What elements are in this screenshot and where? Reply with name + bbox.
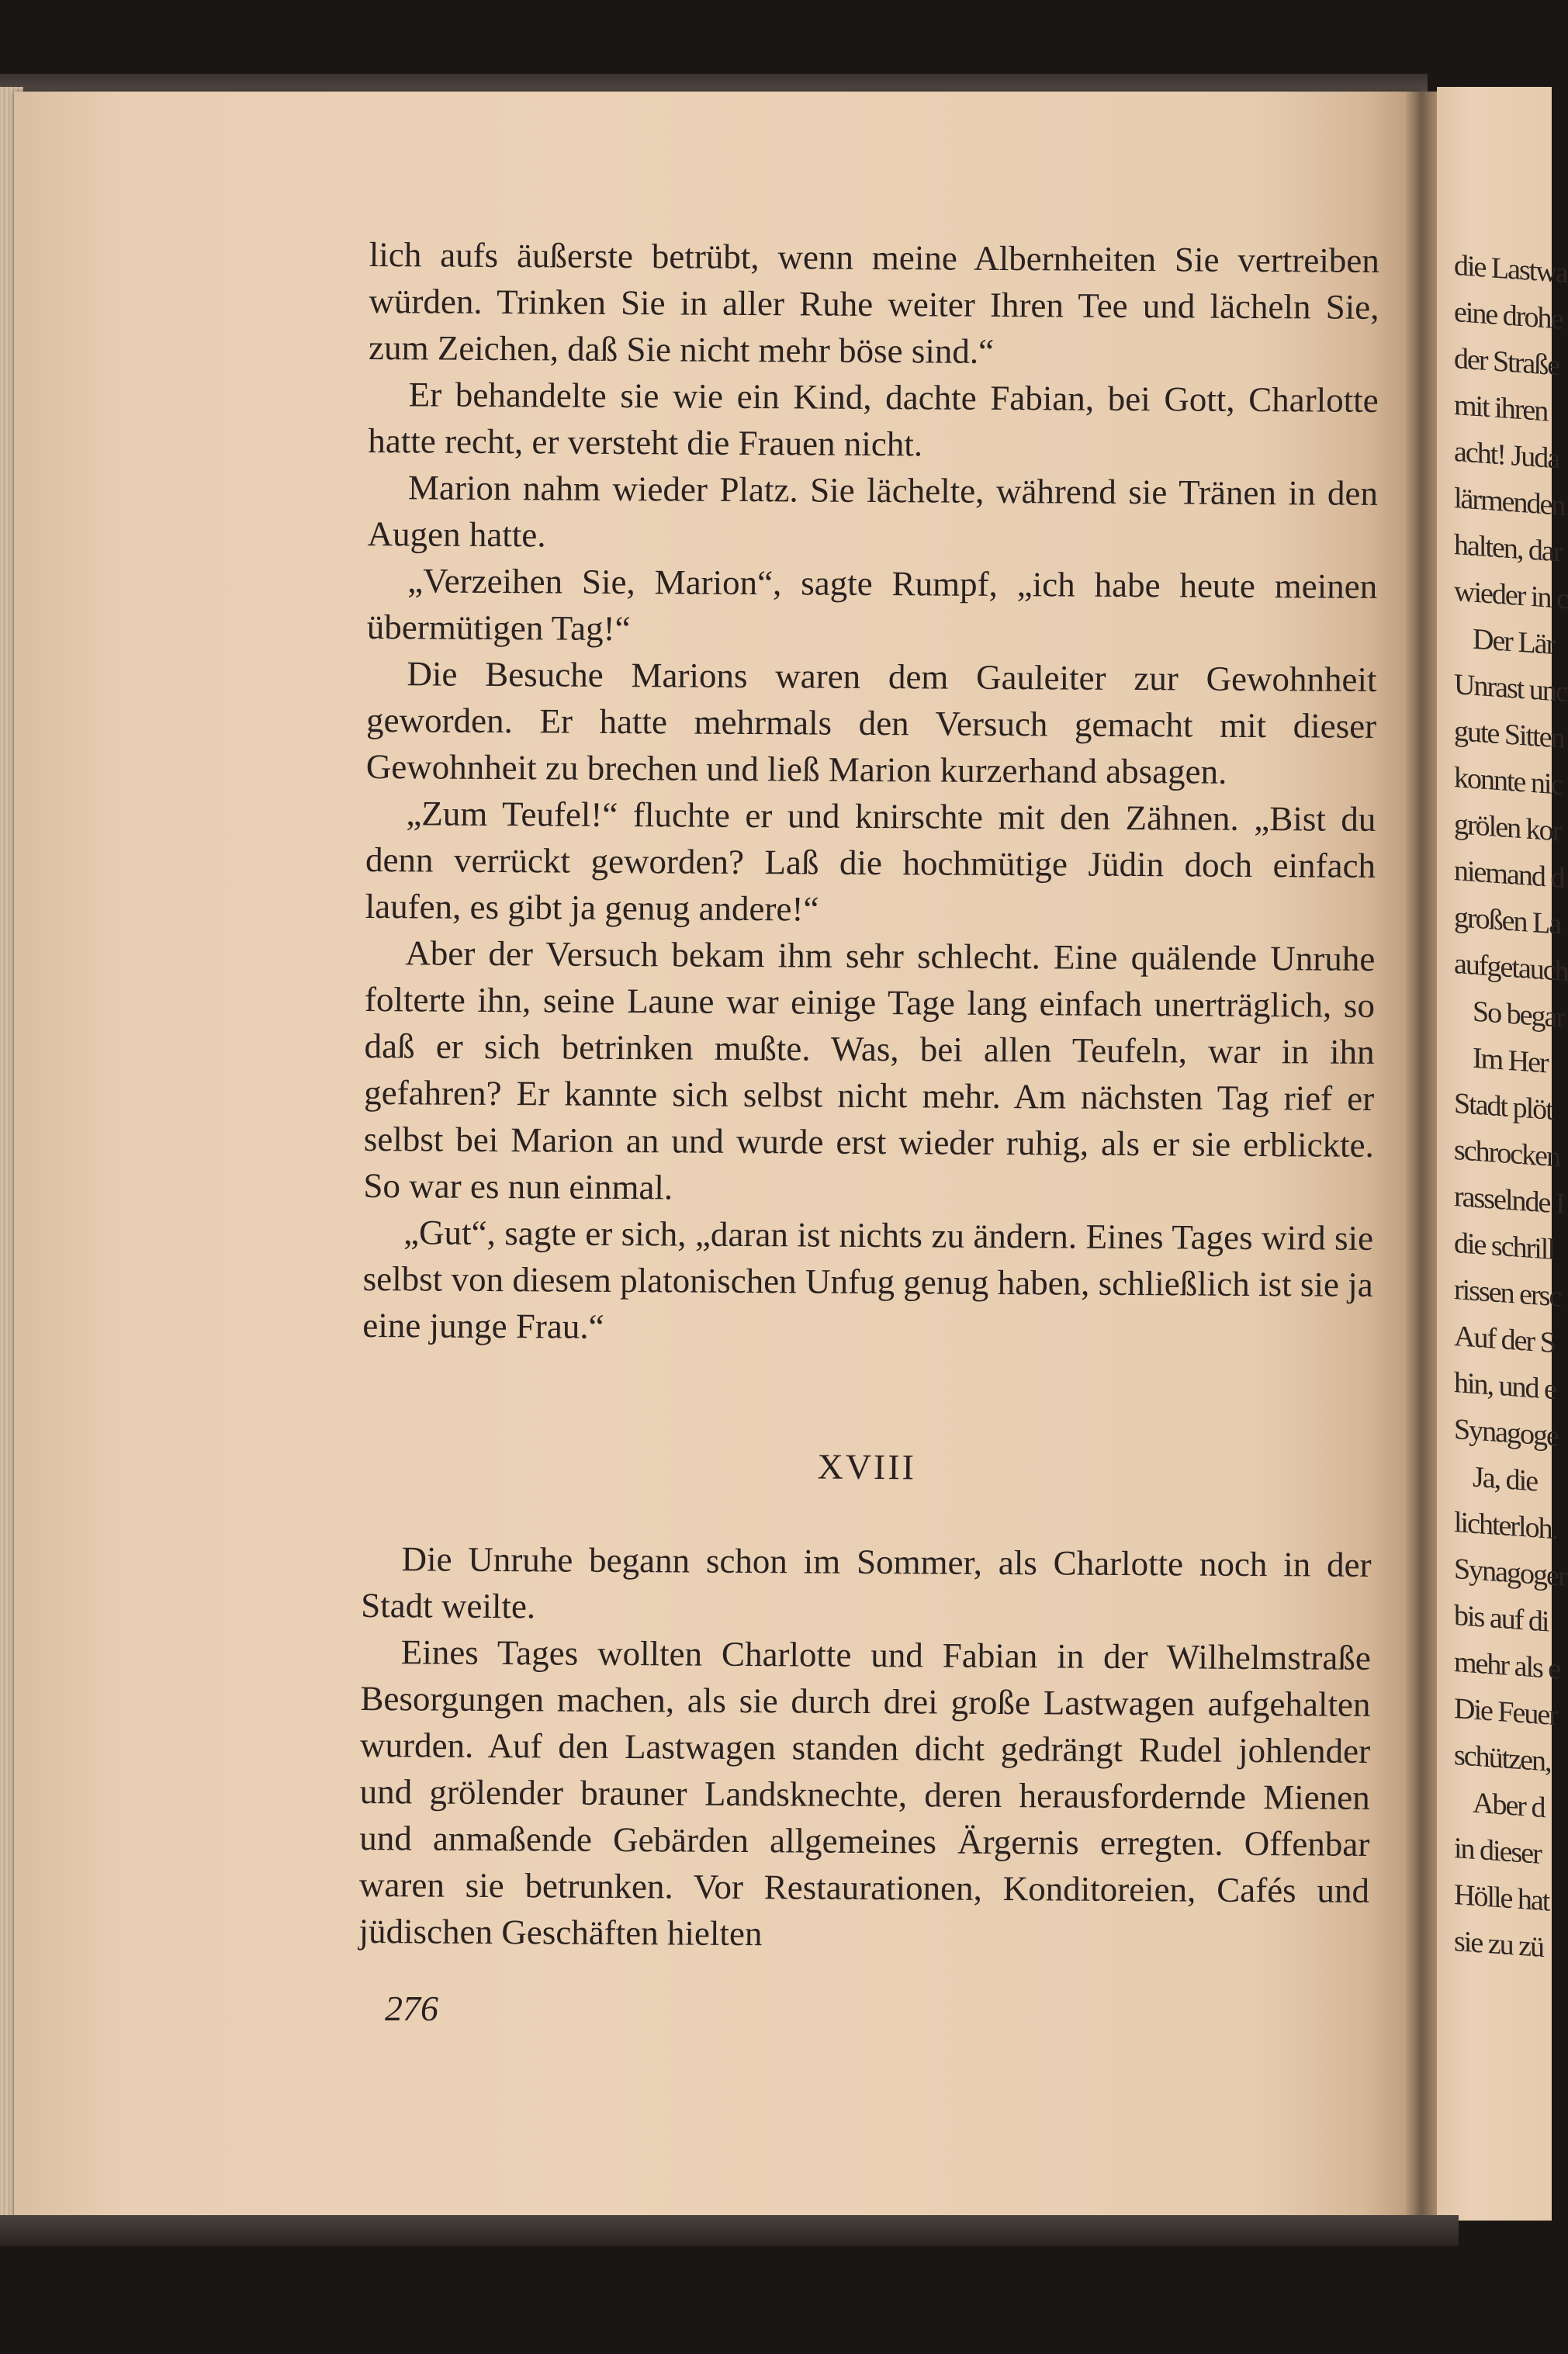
- page-body: [358, 231, 1379, 1961]
- paragraph: Eines Tages wollten Charlotte und Fabian in der Wilhelmstraße Besorgungen machen, als sie durch drei große Lastwagen aufgehalten wurden. Auf den Lastwagen standen dicht gedrängt Rudel johlender und grölender brauner Landsknechte, deren herausfordernde Mienen und anmaßende Gebärden allgemeines Ärgernis erregten. Offenbar waren sie betrunken. Vor Restaurationen, Konditoreien, Cafés und jüdischen Geschäften hielten: [358, 1632, 1371, 1954]
- facing-page-line: die Lastwa: [1454, 249, 1567, 290]
- facing-page-line: Hölle hat: [1454, 1878, 1549, 1918]
- facing-page-line: Stadt plöt: [1454, 1087, 1552, 1127]
- facing-page-line: schützen,: [1454, 1739, 1551, 1778]
- paragraph: lich aufs äußerste betrübt, wenn meine Albernheiten Sie vertreiben würden. Trinken Sie in aller Ruhe weiter Ihren Tee und lächeln Sie, zum Zeichen, daß Sie nicht mehr böse sind.“: [368, 234, 1379, 371]
- facing-page-line: aufgetauch: [1454, 947, 1568, 988]
- chapter-heading: XVIII: [817, 1446, 917, 1487]
- facing-page-line: Auf der S: [1454, 1320, 1555, 1360]
- facing-page-line: mehr als e: [1454, 1646, 1560, 1686]
- facing-page-text: [1454, 242, 1568, 1972]
- paragraph: Die Besuche Marions waren dem Gauleiter zur Gewohnheit geworden. Er hatte mehrmals den Versuch gemacht mit dieser Gewohnheit zu brechen und ließ Marion kurzerhand absagen.: [365, 654, 1377, 791]
- facing-page-line: acht! Juda: [1454, 435, 1559, 476]
- paragraph: „Gut“, sagte er sich, „daran ist nichts zu ändern. Eines Tages wird sie selbst von diesem platonischen Unfug genug haben, schließlich ist sie ja eine junge Frau.“: [362, 1213, 1374, 1346]
- facing-page-line: bis auf di: [1454, 1599, 1549, 1639]
- facing-page-line: der Straße: [1454, 342, 1559, 383]
- facing-page-line: Der Lär: [1473, 622, 1555, 662]
- facing-page-line: Synagoger: [1454, 1553, 1566, 1594]
- facing-page-line: sie zu zü: [1454, 1925, 1543, 1965]
- facing-page-line: niemand d: [1454, 854, 1564, 895]
- paragraph: Marion nahm wieder Platz. Sie lächelte, während sie Tränen in den Augen hatte.: [367, 468, 1379, 555]
- paragraphs-after-chapter: [358, 1535, 1371, 1961]
- paragraph: Aber der Versuch bekam ihm sehr schlecht. Eine quälende Unruhe folterte ihn, seine Laune war einige Tage lang einfach unerträglich, so daß er sich betrinken mußte. Was, bei allen Teufeln, war in ihn gefahren? Er kannte sich selbst nicht mehr. Am nächsten Tag rief er selbst bei Marion an und wurde erst wieder ruhig, als er sie erblickte. So war es nun einmal.: [363, 933, 1376, 1207]
- facing-page-line: lärmenden: [1454, 482, 1565, 522]
- book-cover-bottom-edge: [0, 2215, 1459, 2246]
- facing-page-line: mit ihren: [1454, 389, 1548, 428]
- facing-page-line: Im Her: [1473, 1041, 1548, 1080]
- facing-page-line: grölen kor: [1454, 808, 1561, 848]
- facing-page-line: Unrast unc: [1454, 668, 1567, 709]
- facing-page-line: gute Sitten: [1454, 715, 1564, 755]
- facing-page-line: lichterloh.: [1454, 1506, 1558, 1546]
- paragraph: Die Unruhe begann schon im Sommer, als Charlotte noch in der Stadt weilte.: [361, 1539, 1372, 1626]
- facing-page-line: Die Feuer: [1454, 1692, 1557, 1733]
- facing-page-line: Synagoge: [1454, 1413, 1558, 1453]
- facing-page-line: halten, dar: [1454, 528, 1562, 569]
- paragraph: „Zum Teufel!“ fluchte er und knirschte mit den Zähnen. „Bist du denn verrückt geworden? Laß die hochmütige Jüdin doch einfach laufen, es gibt ja genug andere!“: [365, 794, 1376, 929]
- paragraph: „Verzeihen Sie, Marion“, sagte Rumpf, „ich habe heute meinen übermütigen Tag!“: [366, 561, 1378, 649]
- facing-page-line: rasselnde I: [1454, 1180, 1564, 1220]
- facing-page: [1437, 87, 1568, 2221]
- paragraphs-before-chapter: [362, 231, 1379, 1355]
- facing-page-line: großen La: [1454, 901, 1561, 941]
- facing-page-line: Ja, die: [1473, 1460, 1538, 1498]
- facing-page-line: rissen ersc: [1454, 1273, 1561, 1314]
- page-number: 276: [385, 1989, 438, 2028]
- facing-page-line: hin, und e: [1454, 1366, 1556, 1407]
- facing-page-line: schrocken: [1454, 1134, 1560, 1174]
- book-gutter: [1406, 92, 1437, 2227]
- facing-page-line: Aber d: [1473, 1786, 1545, 1825]
- facing-page-line: die schrill: [1454, 1227, 1554, 1267]
- facing-page-line: So begar: [1473, 995, 1565, 1034]
- facing-page-line: in dieser: [1454, 1832, 1541, 1871]
- facing-page-line: konnte nic: [1454, 761, 1563, 801]
- facing-page-line: wieder in c: [1454, 575, 1568, 616]
- paragraph: Er behandelte sie wie ein Kind, dachte Fabian, bei Gott, Charlotte hatte recht, er versteht die Frauen nicht.: [368, 375, 1379, 464]
- facing-page-line: eine drohe: [1454, 296, 1563, 336]
